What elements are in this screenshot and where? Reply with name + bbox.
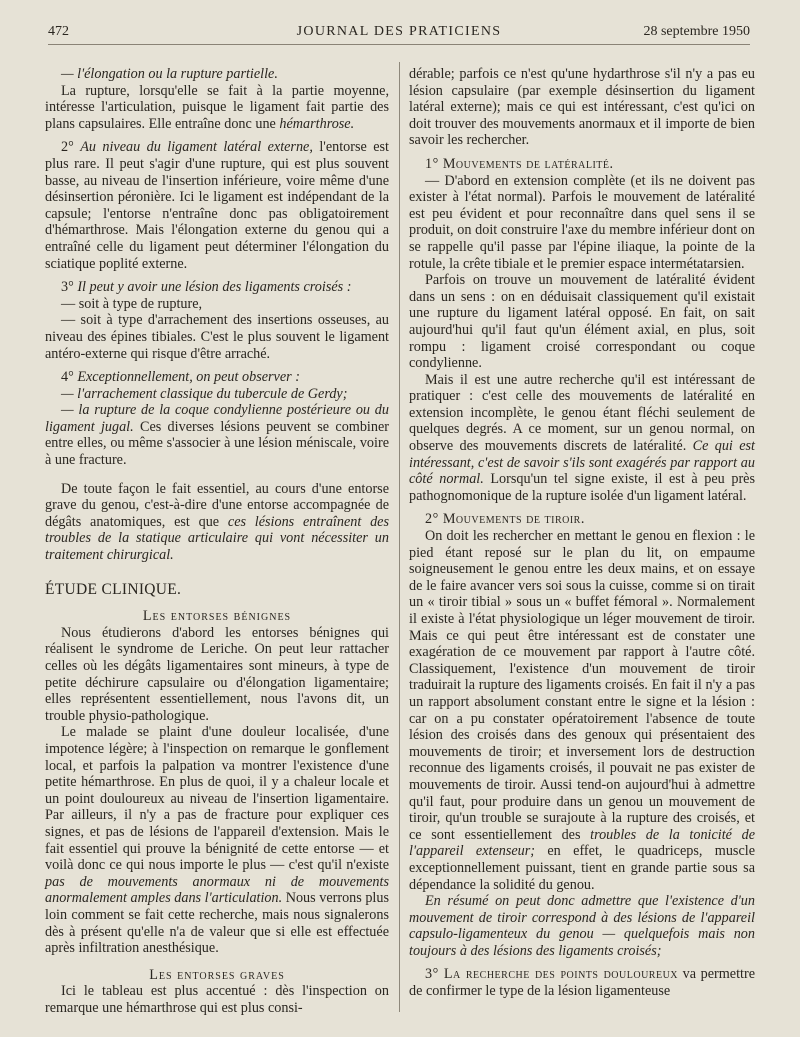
paragraph: Le malade se plaint d'une douleur localisée, d'une impotence légère; à l'inspection on remarque le gonflement local, et parfois la palpation va montrer l'existence d'une petite hémarthrose. En plus de quoi, il y a chaleur locale et un point douloureux au niveau de l'insertion ligamentaire. Par ailleurs, il n'y a pas de fracture pour expliquer ces signes, et pas de lésions de l'appareil d'extension. Mais le fait essentiel qui prouve la bénignité de cette entorse — et voilà donc ce qui nous importe le plus — c'est qu'il n'existe pas de mouvements anormaux ni de mouvements anormalement amples dans l'articulation. Nous verrons plus loin comment se fait cette recherche, mais nous signalerons dès à présent qu'elle n'a de valeur que si elle est effectuée après infiltration anesthésique. bbox=[45, 724, 389, 957]
paragraph: Ici le tableau est plus accentué : dès l'inspection on remarque une hémarthrose qui est plus consi- bbox=[45, 983, 389, 1016]
subsection-heading: Les entorses graves bbox=[149, 966, 285, 983]
paragraph: En résumé on peut donc admettre que l'existence d'un mouvement de tiroir correspond à des lésions de l'appareil capsulo-ligamenteux du genou — quelquefois mais non toujours à des lésions des ligaments croisés; bbox=[409, 893, 755, 959]
right-column bbox=[409, 66, 755, 1000]
section-heading: ÉTUDE CLINIQUE. bbox=[45, 580, 182, 598]
page-number: 472 bbox=[48, 24, 69, 39]
paragraph: Parfois on trouve un mouvement de latéralité évident dans un sens : on en déduisait classiquement qu'il existait une rupture du ligament latéral opposé. En fait, on sait aujourd'hui qu'il faut qu'un élément axial, en plus, soit rompu : ligament croisé correspondant ou coque condylienne. bbox=[409, 272, 755, 372]
paragraph: 2° Au niveau du ligament latéral externe, l'entorse est plus rare. Il peut s'agir d'une rupture, qui est plus souvent basse, au niveau de l'insertion inférieure, voire même d'une désinsertion péronière. Ici le ligament est indépendant de la capsule; l'entorse n'entraîne donc pas obligatoirement d'hémarthrose. Mais l'élongation externe du genou qui a entraîné celle du ligament peut déterminer l'élongation du sciatique poplité externe. bbox=[45, 139, 389, 272]
paragraph: dérable; parfois ce n'est qu'une hydarthrose s'il n'y a pas eu lésion capsulaire (par exemple désinsertion du ligament latéral externe); mais ce qui est intéressant, c'est qu'ici on doit trouver des mouvements anormaux et il importe de bien savoir les rechercher. bbox=[409, 66, 755, 149]
paragraph: Mais il est une autre recherche qu'il est intéressant de pratiquer : c'est celle des mouvements de latéralité en extension incomplète, le genou étant fléchi seulement de quelques degrés. A ce moment, sur un genou normal, on observe des mouvements discrets de latéralité. Ce qui est intéressant, c'est de savoir s'ils sont exagérés par rapport au côté normal. Lorsqu'un tel signe existe, il est à peu près pathognomonique de la rupture isolée d'un ligament latéral. bbox=[409, 371, 756, 504]
running-header bbox=[48, 22, 750, 45]
paragraph: La rupture, lorsqu'elle se fait à la partie moyenne, intéresse l'articulation, puisque le ligament fait partie des plans capsulaires. Elle entraîne donc une hémarthrose. bbox=[45, 82, 389, 132]
paragraph: Nous étudierons d'abord les entorses bénignes qui réalisent le syndrome de Leriche. On peut leur rattacher celles où les dégâts ligamentaires sont mineurs, à type de petite déchirure capsulaire ou d'élongation ligamentaire; elles représentent essentiellement, nous l'avons dit, un trouble physio-pathologique. bbox=[45, 624, 389, 724]
paragraph: De toute façon le fait essentiel, au cours d'une entorse grave du genou, c'est-à-dire d'une entorse accompagnée de dégâts anatomiques, est que ces lésions entraînent des troubles de la statique articulaire qui vont nécessiter un traitement chirurgical. bbox=[45, 480, 389, 564]
subsection-heading: 1° Mouvements de latéralité. bbox=[425, 155, 614, 172]
paragraph: 3° Il peut y avoir une lésion des ligaments croisés : bbox=[61, 279, 352, 296]
paragraph: On doit les rechercher en mettant le genou en flexion : le pied étant reposé sur le plan du lit, on empaume soigneusement le genou entre les deux mains, et on essaye de le faire avancer vers soi sous la cuisse, comme si on tirait un « tiroir tibial » sous un « buffet fémoral ». Normalement il existe à l'état physiologique un léger mouvement de tiroir. Mais ce qui peut être intéressant est de constater une exagération de ce mouvement par rapport à l'autre côté. Classiquement, l'existence d'un mouvement de tiroir traduirait la rupture des ligaments croisés. En fait il n'y a pas un rapport absolument constant entre le signe et la lésion : car on a pu constater opératoirement l'absence de toute lésion des croisés dans des genoux qui présentaient des mouvements de tiroir; et inversement lors de destruction reconnue des ligaments croisés, il pouvait ne pas exister de mouvements de tiroir. Aussi tend-on aujourd'hui à admettre qu'il faut, pour produire dans un genou un mouvement de tiroir, qu'un trouble se surajoute à la rupture des croisés, et ce sont essentiellement des troubles de la tonicité de l'appareil extenseur; en effet, le quadriceps, muscle exceptionnellement puissant, tient en grande partie sous sa dépendance la solidité du genou. bbox=[409, 528, 755, 893]
paragraph: — D'abord en extension complète (et ils ne doivent pas exister à l'état normal). Parfois le mouvement de latéralité est peu évident et pour reconnaître dans quel sens il se produit, on doit construire l'axe du membre inférieur dont on se rappelle qu'il passe par l'épine iliaque, la pointe de la rotule, la crête tibiale et le premier espace intermétatarsien. bbox=[409, 172, 755, 272]
left-column bbox=[45, 66, 389, 1016]
journal-title: JOURNAL DES PRATICIENS bbox=[296, 24, 502, 39]
subsection-heading: 2° Mouvements de tiroir. bbox=[425, 511, 585, 528]
list-item: — soit à type d'arrachement des insertions osseuses, au niveau des épines tibiales. C'est le plus souvent le ligament antéro-externe qui risque d'être arraché. bbox=[45, 312, 389, 362]
paragraph: 3° La recherche des points douloureux va permettre de confirmer le type de la lésion ligamenteuse bbox=[409, 966, 755, 1000]
list-item: — la rupture de la coque condylienne postérieure ou du ligament jugal. Ces diverses lésions peuvent se combiner entre elles, ou même s'associer à une lésion méniscale, voire à une fracture. bbox=[45, 402, 389, 469]
list-item: — l'arrachement classique du tubercule de Gerdy; bbox=[61, 385, 348, 402]
paragraph: 4° Exceptionnellement, on peut observer : bbox=[61, 369, 300, 386]
issue-date: 28 septembre 1950 bbox=[643, 24, 750, 39]
column-divider bbox=[399, 62, 400, 1012]
subsection-heading: Les entorses bénignes bbox=[142, 608, 292, 625]
paragraph: — l'élongation ou la rupture partielle. bbox=[61, 66, 278, 82]
list-item: — soit à type de rupture, bbox=[61, 295, 203, 312]
